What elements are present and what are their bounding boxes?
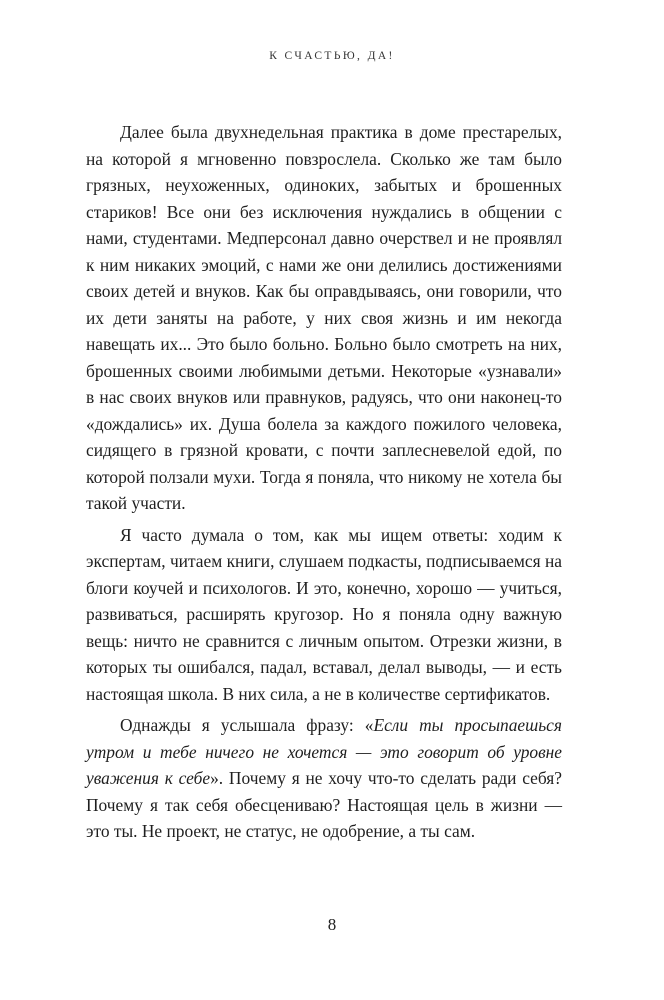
- paragraph-lead: Однажды я услышала фразу: «: [120, 715, 374, 735]
- paragraph: Я часто думала о том, как мы ищем ответы: ходим к экспертам, читаем книги, слушаем подкасты, подписываемся на блоги коучей и психологов. И это, конечно, хорошо — учиться, развиваться, расширять кругозор. Но я поняла одну важную вещь: ничто не сравнится с личным опытом. Отрезки жизни, в которых ты ошибался, падал, вставал, делал выводы, — и есть настоящая школа. В них сила, а не в количестве сертификатов.: [86, 524, 562, 704]
- paragraph: [86, 712, 562, 845]
- page-number: 8: [327, 915, 337, 934]
- paragraph-rest: ». Почему я не хочу что-то сделать ради себя? Почему я так себя обесцениваю? Настоящая цель в жизни — это ты. Не проект, не статус, не одобрение, а ты сам.: [86, 768, 562, 841]
- body-text: [86, 119, 562, 845]
- paragraph: Далее была двухнедельная практика в доме престарелых, на которой я мгновенно повзрослела. Сколько же там было грязных, неухоженных, одиноких, забытых и брошенных стариков! Все они без исключения нуждались в общении с нами, студентами. Медперсонал давно очерствел и не проявлял к ним никаких эмоций, с нами же они делились достижениями своих детей и внуков. Как бы оправдываясь, они говорили, что их дети заняты на работе, у них своя жизнь и им некогда навещать их... Это было больно. Больно было смотреть на них, брошенных своими любимыми детьми. Некоторые «узнавали» в нас своих внуков или правнуков, радуясь, что они наконец-то «дождались» их. Душа болела за каждого пожилого человека, сидящего в грязной кровати, с почти заплесневелой едой, по которой ползали мухи. Тогда я поняла, что никому не хотела бы такой участи.: [86, 122, 562, 513]
- running-header: К СЧАСТЬЮ, ДА!: [269, 50, 395, 62]
- italic-quote: Если ты просыпаешься утром и тебе ничего не хочется — это говорит об уровне уважения к себе: [86, 715, 562, 788]
